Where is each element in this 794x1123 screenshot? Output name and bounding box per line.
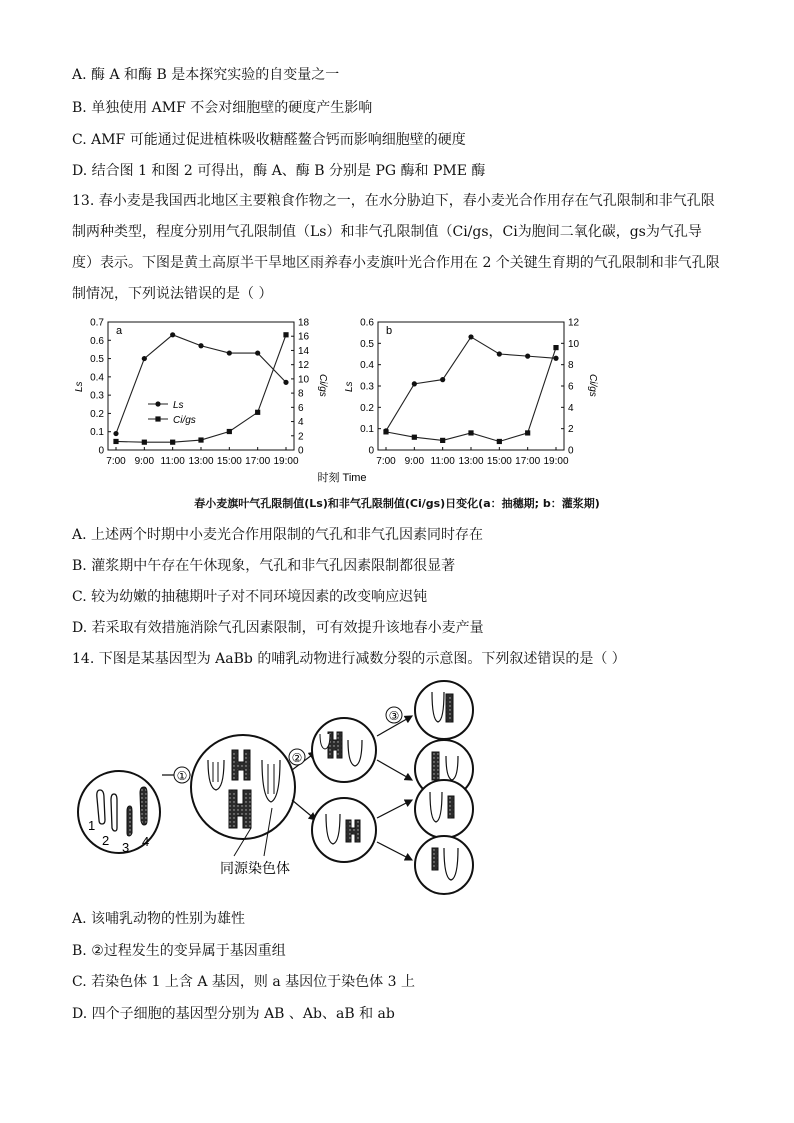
point-ci-gs bbox=[255, 410, 260, 415]
x-tick-label: 7:00 bbox=[106, 456, 126, 467]
y2-tick-label: 6 bbox=[298, 402, 304, 414]
y2-tick-label: 16 bbox=[298, 331, 310, 343]
point-ls bbox=[553, 356, 558, 361]
series-line-Ci-gs bbox=[386, 348, 556, 442]
point-ls bbox=[142, 356, 147, 361]
q13-option-d: D. 若采取有效措施消除气孔因素限制，可有效提升该地春小麦产量 bbox=[72, 620, 484, 636]
y-tick-label: 0.3 bbox=[90, 390, 104, 402]
q13-charts bbox=[72, 310, 612, 490]
homologous-chromosome-label: 同源染色体 bbox=[220, 860, 290, 876]
chromosome-number-4: 4 bbox=[142, 834, 150, 849]
point-ls bbox=[440, 377, 445, 382]
x-tick-label: 19:00 bbox=[543, 456, 569, 467]
y-axis-title: Ls bbox=[344, 381, 355, 392]
x-tick-label: 9:00 bbox=[134, 456, 155, 467]
y-tick-label: 0.1 bbox=[90, 427, 104, 439]
cell-primary-spermatocyte bbox=[191, 735, 295, 839]
y2-tick-label: 0 bbox=[298, 445, 304, 457]
point-ci-gs bbox=[170, 440, 175, 445]
legend-label-ci-gs: Ci/gs bbox=[173, 415, 196, 426]
chart-caption: 春小麦旗叶气孔限制值(Ls)和非气孔限制值(Ci/gs)日变化(a：抽穗期; b：灌浆期) bbox=[194, 497, 600, 510]
cell-secondary-bottom bbox=[312, 798, 376, 862]
y2-axis-title: Ci/gs bbox=[317, 374, 328, 397]
q12-option-c: C. AMF 可能通过促进植株吸收糖醛鳌合钙而影响细胞壁的硬度 bbox=[72, 132, 466, 148]
chart-panel-a bbox=[74, 318, 328, 468]
x-tick-label: 7:00 bbox=[376, 456, 396, 467]
y2-tick-label: 2 bbox=[298, 431, 304, 443]
point-ci-gs bbox=[283, 332, 288, 337]
y-tick-label: 0.7 bbox=[90, 317, 104, 329]
daughter-cell-1 bbox=[415, 681, 473, 739]
daughter-cell-3 bbox=[415, 780, 473, 838]
point-ci-gs bbox=[113, 439, 118, 444]
y-tick-label: 0.4 bbox=[360, 360, 374, 372]
point-ls bbox=[170, 332, 175, 337]
q12-option-b: B. 单独使用 AMF 不会对细胞壁的硬度产生影响 bbox=[72, 100, 373, 116]
meiosis-diagram bbox=[72, 672, 482, 896]
series-line-Ci-gs bbox=[116, 335, 286, 442]
legend-marker-ci-gs bbox=[155, 416, 160, 421]
x-tick-label: 9:00 bbox=[404, 456, 425, 467]
y2-tick-label: 2 bbox=[568, 424, 574, 436]
daughter-cell-4 bbox=[415, 836, 473, 894]
y2-tick-label: 8 bbox=[298, 388, 304, 400]
y-tick-label: 0.1 bbox=[360, 424, 374, 436]
q14-option-b: B. ②过程发生的变异属于基因重组 bbox=[72, 943, 286, 959]
point-ci-gs bbox=[497, 439, 502, 444]
point-ci-gs bbox=[553, 345, 558, 350]
y-tick-label: 0 bbox=[368, 445, 374, 457]
cell-parent bbox=[78, 771, 160, 855]
y2-tick-label: 6 bbox=[568, 381, 574, 393]
x-tick-label: 13:00 bbox=[188, 456, 214, 467]
x-tick-label: 17:00 bbox=[245, 456, 271, 467]
x-tick-label: 11:00 bbox=[160, 456, 185, 467]
y2-tick-label: 0 bbox=[568, 445, 574, 457]
arrow-step-3-d bbox=[377, 842, 412, 860]
arrow-step-3-b bbox=[377, 760, 412, 780]
y2-tick-label: 10 bbox=[568, 338, 580, 350]
point-ci-gs bbox=[440, 438, 445, 443]
chromosome-number-2: 2 bbox=[102, 833, 110, 848]
point-ci-gs bbox=[525, 430, 530, 435]
y-tick-label: 0.2 bbox=[360, 402, 374, 414]
point-ls bbox=[412, 381, 417, 386]
chromosome-2 bbox=[111, 794, 117, 831]
y-tick-label: 0 bbox=[98, 445, 104, 457]
q13-option-c: C. 较为幼嫩的抽穗期叶子对不同环境因素的改变响应迟钝 bbox=[72, 589, 428, 605]
y2-tick-label: 4 bbox=[568, 402, 574, 414]
step-label-2: ② bbox=[291, 751, 303, 765]
point-ls bbox=[497, 351, 502, 356]
arrow-step-3-c bbox=[377, 800, 412, 818]
series-line-Ls bbox=[116, 335, 286, 434]
y-tick-label: 0.2 bbox=[90, 408, 104, 420]
y2-tick-label: 12 bbox=[568, 317, 580, 329]
chromosome-3 bbox=[127, 806, 132, 836]
point-ls bbox=[468, 334, 473, 339]
point-ci-gs bbox=[412, 435, 417, 440]
q13-option-b: B. 灌浆期中午存在午休现象，气孔和非气孔因素限制都很显著 bbox=[72, 558, 456, 574]
y-tick-label: 0.3 bbox=[360, 381, 374, 393]
chart-panel-b bbox=[344, 318, 598, 468]
arrow-step-2-bottom bbox=[292, 800, 316, 820]
point-ci-gs bbox=[383, 429, 388, 434]
q13-option-a: A. 上述两个时期中小麦光合作用限制的气孔和非气孔因素同时存在 bbox=[72, 527, 484, 543]
q12-option-a: A. 酶 A 和酶 B 是本探究实验的自变量之一 bbox=[72, 67, 340, 83]
point-ls bbox=[283, 380, 288, 385]
chromosome-number-3: 3 bbox=[122, 840, 130, 855]
point-ci-gs bbox=[198, 437, 203, 442]
y2-tick-label: 10 bbox=[298, 374, 310, 386]
point-ls bbox=[198, 343, 203, 348]
y2-axis-title: Ci/gs bbox=[587, 374, 598, 397]
plot-frame bbox=[108, 322, 294, 450]
step-label-1: ① bbox=[176, 769, 188, 783]
step-label-3: ③ bbox=[388, 709, 400, 723]
x-tick-label: 13:00 bbox=[458, 456, 484, 467]
point-ci-gs bbox=[142, 440, 147, 445]
q12-option-d: D. 结合图 1 和图 2 可得出，酶 A、酶 B 分别是 PG 酶和 PME 酶 bbox=[72, 163, 486, 179]
q14-option-c: C. 若染色体 1 上含 A 基因，则 a 基因位于染色体 3 上 bbox=[72, 974, 415, 990]
y-tick-label: 0.5 bbox=[360, 338, 374, 350]
point-ls bbox=[525, 354, 530, 359]
y2-tick-label: 12 bbox=[298, 360, 310, 372]
x-tick-label: 11:00 bbox=[430, 456, 455, 467]
x-tick-label: 19:00 bbox=[273, 456, 299, 467]
y2-tick-label: 4 bbox=[298, 417, 304, 429]
y-tick-label: 0.6 bbox=[360, 317, 374, 329]
y-tick-label: 0.5 bbox=[90, 354, 104, 366]
legend-marker-ls bbox=[155, 401, 160, 406]
point-ci-gs bbox=[227, 429, 232, 434]
y-tick-label: 0.4 bbox=[90, 372, 104, 384]
point-ls bbox=[227, 350, 232, 355]
q14-stem: 14. 下图是某基因型为 AaBb 的哺乳动物进行减数分裂的示意图。下列叙述错误的是（ ） bbox=[72, 651, 626, 667]
x-axis-title: 时刻 Time bbox=[317, 472, 367, 484]
legend-label-ls: Ls bbox=[173, 400, 184, 411]
x-tick-label: 15:00 bbox=[486, 456, 512, 467]
y2-tick-label: 14 bbox=[298, 345, 310, 357]
y2-tick-label: 18 bbox=[298, 317, 310, 329]
y-axis-title: Ls bbox=[74, 381, 85, 392]
y2-tick-label: 8 bbox=[568, 360, 574, 372]
cell-secondary-top bbox=[312, 718, 376, 782]
q14-option-a: A. 该哺乳动物的性别为雄性 bbox=[72, 911, 246, 927]
x-tick-label: 17:00 bbox=[515, 456, 541, 467]
point-ls bbox=[255, 350, 260, 355]
y-tick-label: 0.6 bbox=[90, 335, 104, 347]
q14-option-d: D. 四个子细胞的基因型分别为 AB 、Ab、aB 和 ab bbox=[72, 1006, 395, 1022]
series-line-Ls bbox=[386, 337, 556, 431]
chromosome-4 bbox=[140, 787, 147, 825]
point-ci-gs bbox=[468, 430, 473, 435]
x-tick-label: 15:00 bbox=[216, 456, 242, 467]
panel-label: a bbox=[116, 325, 123, 337]
q13-stem: 13. 春小麦是我国西北地区主要粮食作物之一，在水分胁迫下，春小麦光合作用存在气孔限制和非气孔限制两种类型，程度分别用气孔限制值（Ls）和非气孔限制值（Ci/gs，Ci为胞间二氧化碳，gs为气孔导度）表示。下图是黄土高原半干旱地区雨养春小麦旗叶光合作用在 2 个关键生育期的气孔限制和非气孔限制情况，下列说法错误的是（ ） bbox=[72, 193, 720, 302]
point-ls bbox=[113, 431, 118, 436]
chromosome-number-1: 1 bbox=[88, 818, 96, 833]
panel-label: b bbox=[386, 325, 393, 337]
